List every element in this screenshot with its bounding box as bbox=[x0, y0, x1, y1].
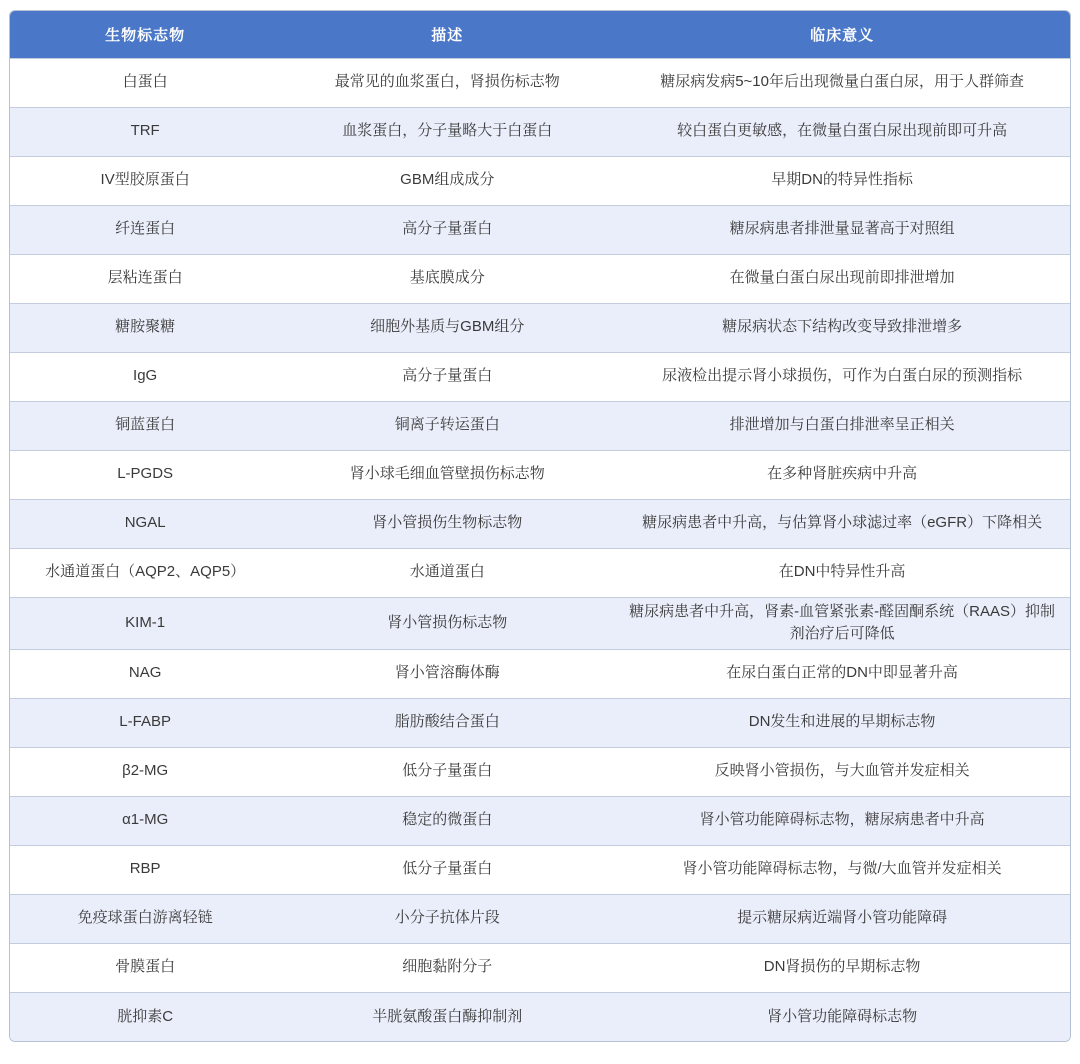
significance-cell: 在多种肾脏疾病中升高 bbox=[614, 450, 1070, 499]
table-row bbox=[10, 401, 1070, 450]
significance-cell: 糖尿病患者中升高，肾素-血管紧张素-醛固酮系统（RAAS）抑制剂治疗后可降低 bbox=[614, 597, 1070, 649]
description-cell: 水通道蛋白 bbox=[280, 548, 614, 597]
description-cell: 低分子量蛋白 bbox=[280, 747, 614, 796]
header-description: 描述 bbox=[280, 11, 614, 58]
description-cell: 铜离子转运蛋白 bbox=[280, 401, 614, 450]
significance-cell: 肾小管功能障碍标志物，与微/大血管并发症相关 bbox=[614, 845, 1070, 894]
significance-cell: 糖尿病患者排泄量显著高于对照组 bbox=[614, 205, 1070, 254]
significance-cell: 糖尿病发病5~10年后出现微量白蛋白尿，用于人群筛查 bbox=[614, 58, 1070, 107]
description-cell: 细胞外基质与GBM组分 bbox=[280, 303, 614, 352]
table-row bbox=[10, 450, 1070, 499]
table-row bbox=[10, 499, 1070, 548]
description-cell: 高分子量蛋白 bbox=[280, 205, 614, 254]
table-row bbox=[10, 352, 1070, 401]
table-row bbox=[10, 58, 1070, 107]
table-header bbox=[10, 11, 1070, 58]
biomarker-data-table bbox=[10, 11, 1070, 1041]
table-row bbox=[10, 698, 1070, 747]
description-cell: GBM组成成分 bbox=[280, 156, 614, 205]
biomarker-cell: 水通道蛋白（AQP2、AQP5） bbox=[10, 548, 280, 597]
biomarker-cell: IgG bbox=[10, 352, 280, 401]
biomarker-cell: L-PGDS bbox=[10, 450, 280, 499]
table-row bbox=[10, 845, 1070, 894]
description-cell: 肾小管损伤标志物 bbox=[280, 597, 614, 649]
biomarker-cell: α1-MG bbox=[10, 796, 280, 845]
significance-cell: 在DN中特异性升高 bbox=[614, 548, 1070, 597]
description-cell: 细胞黏附分子 bbox=[280, 943, 614, 992]
significance-cell: 反映肾小管损伤，与大血管并发症相关 bbox=[614, 747, 1070, 796]
biomarker-cell: NAG bbox=[10, 649, 280, 698]
biomarker-cell: 胱抑素C bbox=[10, 992, 280, 1041]
table-row bbox=[10, 205, 1070, 254]
table-row bbox=[10, 796, 1070, 845]
significance-cell: 糖尿病状态下结构改变导致排泄增多 bbox=[614, 303, 1070, 352]
significance-cell: 肾小管功能障碍标志物，糖尿病患者中升高 bbox=[614, 796, 1070, 845]
description-cell: 脂肪酸结合蛋白 bbox=[280, 698, 614, 747]
significance-cell: DN发生和进展的早期标志物 bbox=[614, 698, 1070, 747]
description-cell: 基底膜成分 bbox=[280, 254, 614, 303]
description-cell: 小分子抗体片段 bbox=[280, 894, 614, 943]
biomarker-cell: RBP bbox=[10, 845, 280, 894]
description-cell: 半胱氨酸蛋白酶抑制剂 bbox=[280, 992, 614, 1041]
description-cell: 肾小管溶酶体酶 bbox=[280, 649, 614, 698]
table-row bbox=[10, 747, 1070, 796]
table-row bbox=[10, 649, 1070, 698]
description-cell: 血浆蛋白，分子量略大于白蛋白 bbox=[280, 107, 614, 156]
description-cell: 肾小管损伤生物标志物 bbox=[280, 499, 614, 548]
biomarker-cell: 骨膜蛋白 bbox=[10, 943, 280, 992]
significance-cell: 尿液检出提示肾小球损伤，可作为白蛋白尿的预测指标 bbox=[614, 352, 1070, 401]
header-biomarker: 生物标志物 bbox=[10, 11, 280, 58]
significance-cell: 提示糖尿病近端肾小管功能障碍 bbox=[614, 894, 1070, 943]
description-cell: 最常见的血浆蛋白，肾损伤标志物 bbox=[280, 58, 614, 107]
description-cell: 高分子量蛋白 bbox=[280, 352, 614, 401]
table-row bbox=[10, 107, 1070, 156]
header-row bbox=[10, 11, 1070, 58]
biomarker-cell: 糖胺聚糖 bbox=[10, 303, 280, 352]
table-row bbox=[10, 548, 1070, 597]
biomarker-cell: L-FABP bbox=[10, 698, 280, 747]
header-significance: 临床意义 bbox=[614, 11, 1070, 58]
biomarker-cell: 层粘连蛋白 bbox=[10, 254, 280, 303]
table-row bbox=[10, 894, 1070, 943]
biomarker-cell: 纤连蛋白 bbox=[10, 205, 280, 254]
significance-cell: 早期DN的特异性指标 bbox=[614, 156, 1070, 205]
significance-cell: 糖尿病患者中升高，与估算肾小球滤过率（eGFR）下降相关 bbox=[614, 499, 1070, 548]
table-row bbox=[10, 156, 1070, 205]
table-row bbox=[10, 992, 1070, 1041]
biomarker-table bbox=[9, 10, 1071, 1042]
description-cell: 低分子量蛋白 bbox=[280, 845, 614, 894]
significance-cell: DN肾损伤的早期标志物 bbox=[614, 943, 1070, 992]
biomarker-cell: 白蛋白 bbox=[10, 58, 280, 107]
table-row bbox=[10, 254, 1070, 303]
biomarker-cell: KIM-1 bbox=[10, 597, 280, 649]
table-row bbox=[10, 943, 1070, 992]
biomarker-cell: 免疫球蛋白游离轻链 bbox=[10, 894, 280, 943]
description-cell: 稳定的微蛋白 bbox=[280, 796, 614, 845]
significance-cell: 在微量白蛋白尿出现前即排泄增加 bbox=[614, 254, 1070, 303]
biomarker-cell: TRF bbox=[10, 107, 280, 156]
table-row bbox=[10, 597, 1070, 649]
biomarker-cell: IV型胶原蛋白 bbox=[10, 156, 280, 205]
biomarker-cell: β2-MG bbox=[10, 747, 280, 796]
description-cell: 肾小球毛细血管壁损伤标志物 bbox=[280, 450, 614, 499]
significance-cell: 在尿白蛋白正常的DN中即显著升高 bbox=[614, 649, 1070, 698]
table-row bbox=[10, 303, 1070, 352]
biomarker-cell: NGAL bbox=[10, 499, 280, 548]
biomarker-cell: 铜蓝蛋白 bbox=[10, 401, 280, 450]
significance-cell: 排泄增加与白蛋白排泄率呈正相关 bbox=[614, 401, 1070, 450]
significance-cell: 较白蛋白更敏感，在微量白蛋白尿出现前即可升高 bbox=[614, 107, 1070, 156]
table-body bbox=[10, 58, 1070, 1041]
significance-cell: 肾小管功能障碍标志物 bbox=[614, 992, 1070, 1041]
